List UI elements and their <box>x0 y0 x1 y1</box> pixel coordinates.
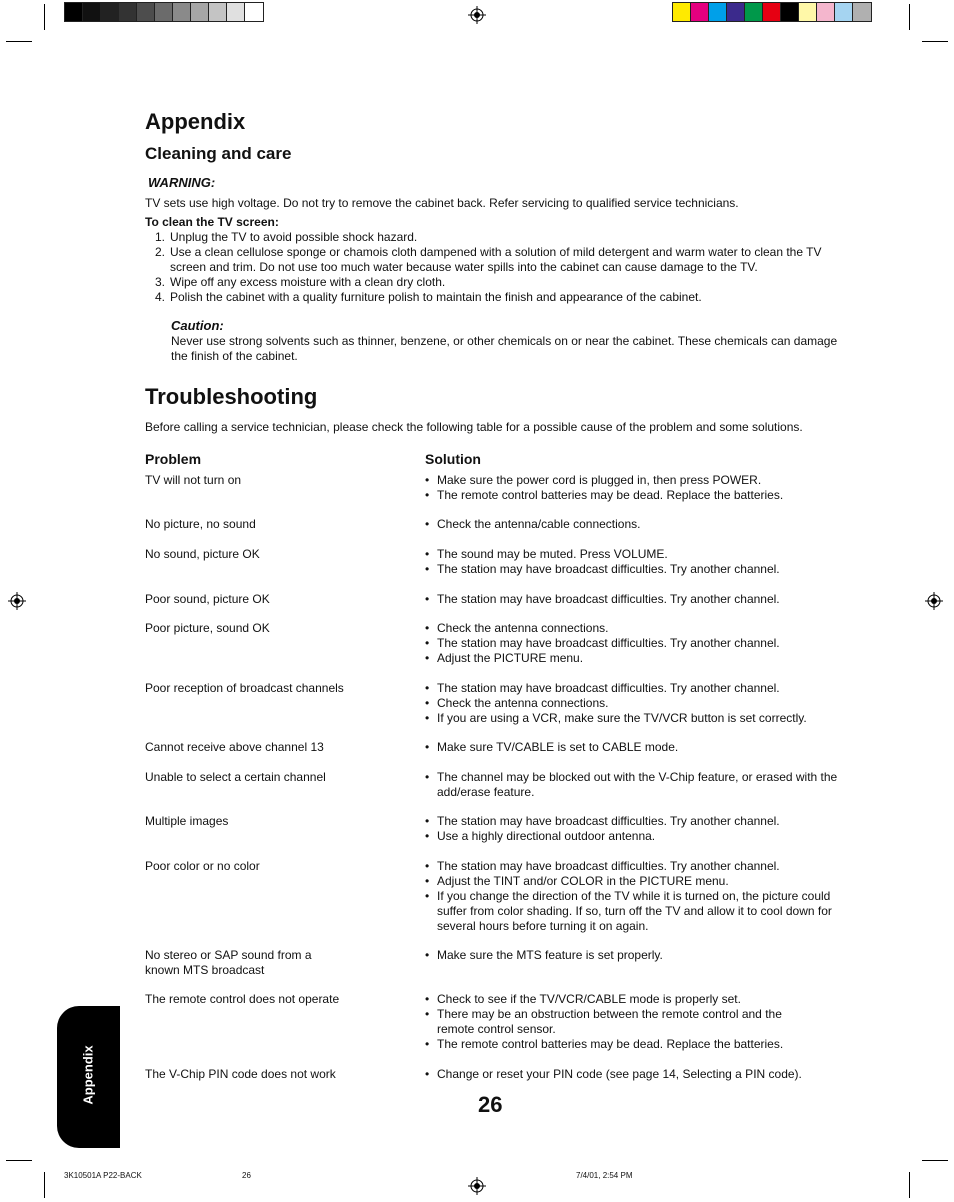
color-swatch <box>227 3 245 21</box>
crop-mark <box>922 1160 948 1161</box>
solution-item: • Adjust the TINT and/or COLOR in the PICTURE menu. <box>425 874 840 889</box>
solution-item: • The station may have broadcast difficulties. Try another channel. <box>425 681 840 696</box>
registration-mark-icon <box>468 1177 486 1195</box>
crop-mark <box>44 4 45 30</box>
crop-mark <box>44 1172 45 1198</box>
solution-list <box>425 740 840 755</box>
color-swatch <box>763 3 781 21</box>
crop-mark <box>909 4 910 30</box>
cleaning-step: 4. Polish the cabinet with a quality furniture polish to maintain the finish and appearance of the cabinet. <box>155 290 702 304</box>
color-swatch <box>835 3 853 21</box>
solution-item: • The channel may be blocked out with the V-Chip feature, or erased with the add/erase feature. <box>425 770 840 800</box>
grayscale-color-bar <box>64 2 264 22</box>
solution-list <box>425 547 840 577</box>
solution-item: • If you are using a VCR, make sure the TV/VCR button is set correctly. <box>425 711 840 726</box>
color-swatch <box>245 3 263 21</box>
color-swatch <box>745 3 763 21</box>
problem-text: The V-Chip PIN code does not work <box>145 1067 336 1081</box>
registration-mark-icon <box>8 592 26 610</box>
problem-text: Cannot receive above channel 13 <box>145 740 324 754</box>
solution-item: • Check the antenna/cable connections. <box>425 517 840 532</box>
solution-item: • Make sure TV/CABLE is set to CABLE mode. <box>425 740 840 755</box>
solution-list <box>425 681 840 726</box>
solution-item: • The station may have broadcast difficulties. Try another channel. <box>425 636 840 651</box>
solution-item: • Make sure the MTS feature is set properly. <box>425 948 840 963</box>
color-swatch <box>727 3 745 21</box>
solution-item: • Make sure the power cord is plugged in, then press POWER. <box>425 473 840 488</box>
problem-text: Unable to select a certain channel <box>145 770 326 784</box>
solution-list <box>425 859 840 934</box>
cleaning-steps <box>145 230 845 305</box>
solution-list <box>425 948 840 963</box>
solution-item: • Check to see if the TV/VCR/CABLE mode is properly set. <box>425 992 810 1007</box>
color-swatch <box>191 3 209 21</box>
cleaning-step: 3. Wipe off any excess moisture with a clean dry cloth. <box>155 275 446 289</box>
caution-label: Caution: <box>171 318 224 333</box>
solution-list <box>425 1067 840 1082</box>
color-swatch <box>137 3 155 21</box>
solution-list <box>425 592 840 607</box>
color-swatch <box>853 3 871 21</box>
problem-text: No picture, no sound <box>145 517 256 531</box>
color-swatch <box>673 3 691 21</box>
solution-list <box>425 770 840 800</box>
troubleshooting-intro: Before calling a service technician, please check the following table for a possible cause of the problem and some solutions. <box>145 420 803 434</box>
footer-job-id: 3K10501A P22-BACK <box>64 1171 142 1180</box>
caution-text: Never use strong solvents such as thinner, benzene, or other chemicals on or near the cabinet. These chemicals can damage the finish of the cabinet. <box>171 334 838 363</box>
cleaning-heading: Cleaning and care <box>145 144 292 163</box>
solution-item: • Check the antenna connections. <box>425 696 840 711</box>
cleaning-step: 1. Unplug the TV to avoid possible shock hazard. <box>155 230 418 244</box>
color-swatch <box>173 3 191 21</box>
footer-page: 26 <box>242 1171 251 1180</box>
solution-item: • Check the antenna connections. <box>425 621 840 636</box>
solution-item: • The station may have broadcast difficulties. Try another channel. <box>425 562 840 577</box>
troubleshooting-heading: Troubleshooting <box>145 384 318 409</box>
problem-text: Poor reception of broadcast channels <box>145 681 344 695</box>
side-tab-label: Appendix <box>80 1045 96 1105</box>
crop-mark <box>6 41 32 42</box>
solution-item: • If you change the direction of the TV while it is turned on, the picture could suffer from color shading. If so, turn off the TV and allow it to cool down for several hours before turning it on again. <box>425 889 840 934</box>
problem-text: The remote control does not operate <box>145 992 340 1006</box>
process-color-bar <box>672 2 872 22</box>
solution-item: • The station may have broadcast difficulties. Try another channel. <box>425 859 840 874</box>
solution-item: • Adjust the PICTURE menu. <box>425 651 840 666</box>
registration-mark-icon <box>468 6 486 24</box>
color-swatch <box>119 3 137 21</box>
solution-item: • Use a highly directional outdoor antenna. <box>425 829 840 844</box>
screen-clean-label: To clean the TV screen: <box>145 215 279 229</box>
color-swatch <box>817 3 835 21</box>
crop-mark <box>909 1172 910 1198</box>
solution-item: • There may be an obstruction between the remote control and the remote control sensor. <box>425 1007 810 1037</box>
page-title: Appendix <box>145 109 246 134</box>
solution-item: • The remote control batteries may be dead. Replace the batteries. <box>425 1037 810 1052</box>
solution-item: • The station may have broadcast difficulties. Try another channel. <box>425 814 840 829</box>
solution-item: • The sound may be muted. Press VOLUME. <box>425 547 840 562</box>
problem-text: Poor picture, sound OK <box>145 621 270 635</box>
color-swatch <box>101 3 119 21</box>
solution-column-header: Solution <box>425 451 481 467</box>
solution-list <box>425 992 810 1052</box>
solution-list <box>425 517 840 532</box>
crop-mark <box>6 1160 32 1161</box>
solution-list <box>425 814 840 844</box>
color-swatch <box>709 3 727 21</box>
footer-timestamp: 7/4/01, 2:54 PM <box>576 1171 633 1180</box>
color-swatch <box>691 3 709 21</box>
cleaning-step: 2. Use a clean cellulose sponge or chamois cloth dampened with a solution of mild detergent and warm water to clean the TV screen and trim. Do not use too much water because water spills into the cabinet can cause damage to the TV. <box>155 245 822 274</box>
crop-mark <box>922 41 948 42</box>
solution-item: • Change or reset your PIN code (see page 14, Selecting a PIN code). <box>425 1067 840 1082</box>
color-swatch <box>209 3 227 21</box>
problem-text: Poor color or no color <box>145 859 260 873</box>
solution-list <box>425 473 840 503</box>
problem-text: Poor sound, picture OK <box>145 592 270 606</box>
color-swatch <box>83 3 101 21</box>
color-swatch <box>799 3 817 21</box>
problem-text: No stereo or SAP sound from a known MTS broadcast <box>145 948 312 977</box>
problem-column-header: Problem <box>145 451 202 467</box>
solution-item: • The remote control batteries may be dead. Replace the batteries. <box>425 488 840 503</box>
page-number: 26 <box>478 1092 503 1117</box>
color-swatch <box>65 3 83 21</box>
problem-text: No sound, picture OK <box>145 547 260 561</box>
warning-text: TV sets use high voltage. Do not try to remove the cabinet back. Refer servicing to qualified service technicians. <box>145 196 739 210</box>
solution-item: • The station may have broadcast difficulties. Try another channel. <box>425 592 840 607</box>
color-swatch <box>781 3 799 21</box>
color-swatch <box>155 3 173 21</box>
problem-text: Multiple images <box>145 814 229 828</box>
warning-label: WARNING: <box>148 175 216 190</box>
problem-text: TV will not turn on <box>145 473 242 487</box>
solution-list <box>425 621 840 666</box>
registration-mark-icon <box>925 592 943 610</box>
